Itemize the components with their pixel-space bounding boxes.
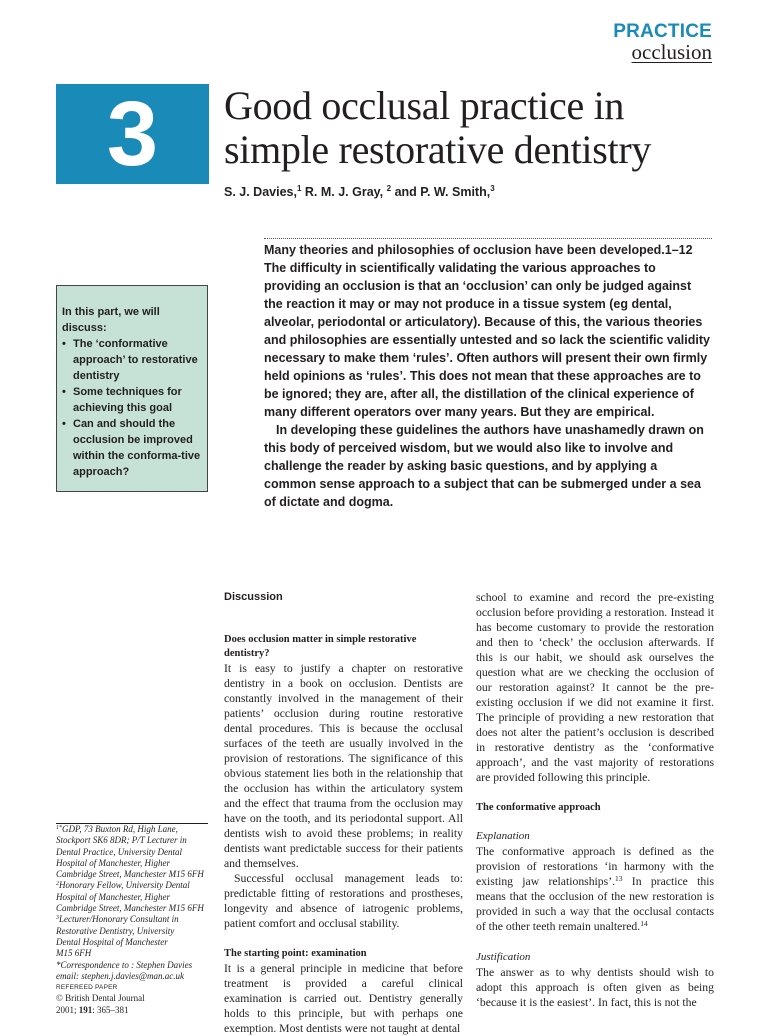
article-title	[224, 84, 744, 172]
footnote-line	[56, 880, 216, 891]
author-affiliation-mark: 1	[296, 184, 302, 193]
footnote-text: GDP, 73 Buxton Rd, High Lane,	[62, 824, 178, 834]
footnote-line: Hospital of Manchester, Higher	[56, 891, 170, 902]
subheading-explanation: Explanation	[476, 830, 530, 842]
footnote-line: Restorative Dentistry, University	[56, 925, 175, 936]
summary-item: • Some techniques for achieving this goal	[62, 384, 201, 416]
subheading-starting-point: The starting point: examination	[224, 948, 367, 959]
text-run: The conformative approach is defined as the provision of restorations ‘in harmony with the existing jaw relationships’.	[476, 845, 714, 888]
author-affiliation-mark: 3	[490, 184, 495, 193]
summary-intro: In this part, we will discuss:	[62, 306, 160, 334]
body-paragraph: Successful occlusal management leads to: predictable fitting of restorations and prostheses, longevity and absence of iatrogenic problems, patient comfort and occlusal stability.	[224, 872, 463, 930]
text-run: In practice this means that the occlusion of the new restoration is provided in such a way that the occlusal contacts of the other teeth remain unaltered.	[476, 875, 714, 933]
author-name: R. M. J. Gray,	[301, 185, 387, 199]
section-heading-discussion: Discussion	[224, 591, 283, 603]
title-line-2: simple restorative dentistry	[224, 127, 652, 172]
footnote-mark: 1*	[56, 825, 62, 831]
footnote-line: Hospital of Manchester, Higher	[56, 857, 170, 868]
citation-volume: 191	[78, 1004, 93, 1015]
abstract-paragraph: In developing these guidelines the authors have unashamedly drawn on this body of perceived wisdom, but we would also like to involve and challenge the reader by asking basic questions, and by applying a common sense approach to a subject that can be submerged under a sea of dictate and dogma.	[264, 423, 704, 509]
correspondence-email: email: stephen.j.davies@man.ac.uk	[56, 970, 184, 981]
footnote-line: Cambridge Street, Manchester M15 6FH	[56, 903, 204, 914]
body-paragraph: It is easy to justify a chapter on restorative dentistry in a book on occlusion. Dentists are constantly involved in the management of their patients’ occlusion during routine restorative dental procedures. This is because the occlusal surfaces of the teeth are usually involved in the provision of restorations. The significance of this obvious statement lies both in the relationship that the occlusion has within the articulatory system and the effect that trauma from the occlusion may have on the tooth, and its periodontal support. All dentists wish to avoid these problems; in reality dentists want predictable success for their patients and themselves.	[224, 662, 463, 870]
subheading-occlusion-matter: Does occlusion matter in simple restorative dentistry?	[224, 634, 417, 659]
copyright-line: © British Dental Journal	[56, 993, 145, 1004]
abstract	[264, 241, 712, 511]
author-list	[224, 181, 744, 200]
footnote-line: Dental Practice, University Dental	[56, 846, 182, 857]
summary-list	[62, 336, 201, 480]
reference-mark: 13	[615, 874, 623, 883]
chapter-number: 3	[106, 83, 159, 185]
section-sublabel: occlusion	[631, 40, 712, 64]
body-column-left	[224, 590, 463, 1036]
citation-year: 2001;	[56, 1004, 79, 1015]
author-affiliation-mark: 2	[386, 184, 392, 193]
footnote-line: Dental Hospital of Manchester	[56, 936, 168, 947]
body-paragraph	[476, 844, 714, 934]
reference-mark: 14	[640, 919, 648, 928]
author-name: S. J. Davies,	[224, 185, 297, 199]
footnote-mark: 2	[56, 881, 59, 888]
section-label: PRACTICE	[613, 21, 712, 42]
footnote-line	[56, 914, 216, 925]
subheading-justification: Justification	[476, 951, 531, 963]
summary-item: • The ‘conformative approach’ to restorative dentistry	[62, 336, 201, 384]
citation-pages: : 365–381	[92, 1004, 129, 1015]
author-affiliations	[56, 824, 216, 1016]
summary-item: • Can and should the occlusion be improved within the conforma-tive approach?	[62, 416, 201, 480]
author-name: and P. W. Smith,	[391, 185, 491, 199]
body-paragraph-continued: school to examine and record the pre-existing occlusion before providing a restoration. Instead it has become customary to provide the restoration and then to ‘check’ the occlusion afterwards. If this is our habit, we should ask ourselves the question what are we checking the occlusion of our restoration against? It cannot be the pre-existing occlusion if we did not examine it first. The principle of providing a new restoration that does not alter the patient’s occlusion is described in restorative dentistry as the ‘conformative approach’, and the vast majority of restorations are provided following this principle.	[476, 591, 714, 784]
spacer	[476, 934, 714, 950]
abstract-paragraph: Many theories and philosophies of occlusion have been developed.1–12 The difficulty in scientifically validating the various approaches to providing an occlusion is that an ‘occlusion’ can only be judged against the reaction it may or may not produce in a tissue system (eg dental, alveolar, periodontal or articulatory). Because of this, the various theories and philosophies are essentially untested and so lack the scientific validity necessary to make them ‘rules’. Often authors will present their own firmly held opinions as ‘rules’. This does not mean that these approaches are to be ignored; they are, after all, the distillation of the clinical experience of many different operators over many years. But they are empirical.	[264, 243, 710, 419]
title-line-1: Good occlusal practice in	[224, 83, 625, 128]
abstract-divider	[264, 238, 712, 239]
spacer	[476, 815, 714, 829]
spacer	[224, 619, 463, 633]
citation-line	[56, 1005, 216, 1016]
summary-box	[56, 285, 208, 492]
subheading-conformative-approach: The conformative approach	[476, 802, 601, 813]
chapter-number-badge	[56, 84, 209, 184]
body-paragraph: The answer as to why dentists should wish to adopt this approach is often given as being ‘because it is the easiest’. In fact, this is not the	[476, 966, 714, 1009]
footnote-mark: 3	[56, 915, 59, 922]
footnote-text: Honorary Fellow, University Dental	[59, 880, 190, 891]
spacer	[224, 931, 463, 947]
footnote-text: Lecturer/Honorary Consultant in	[59, 914, 179, 925]
body-paragraph-start: It is a general principle in medicine that before treatment is provided a careful clinical examination is carried out. Dentistry generally holds to this principle, but with perhaps one exemption. Most dentists were not taught at dental	[224, 962, 463, 1035]
footnote-line: Stockport SK6 8DR; P/T Lecturer in	[56, 835, 187, 846]
correspondence-line: *Correspondence to : Stephen Davies	[56, 959, 193, 970]
body-column-right	[476, 590, 714, 1010]
footnote-line: Cambridge Street, Manchester M15 6FH	[56, 869, 204, 880]
spacer	[476, 785, 714, 801]
refereed-label: REFEREED PAPER	[56, 984, 118, 992]
footnote-line	[56, 824, 216, 835]
footnote-line: M15 6FH	[56, 948, 92, 959]
